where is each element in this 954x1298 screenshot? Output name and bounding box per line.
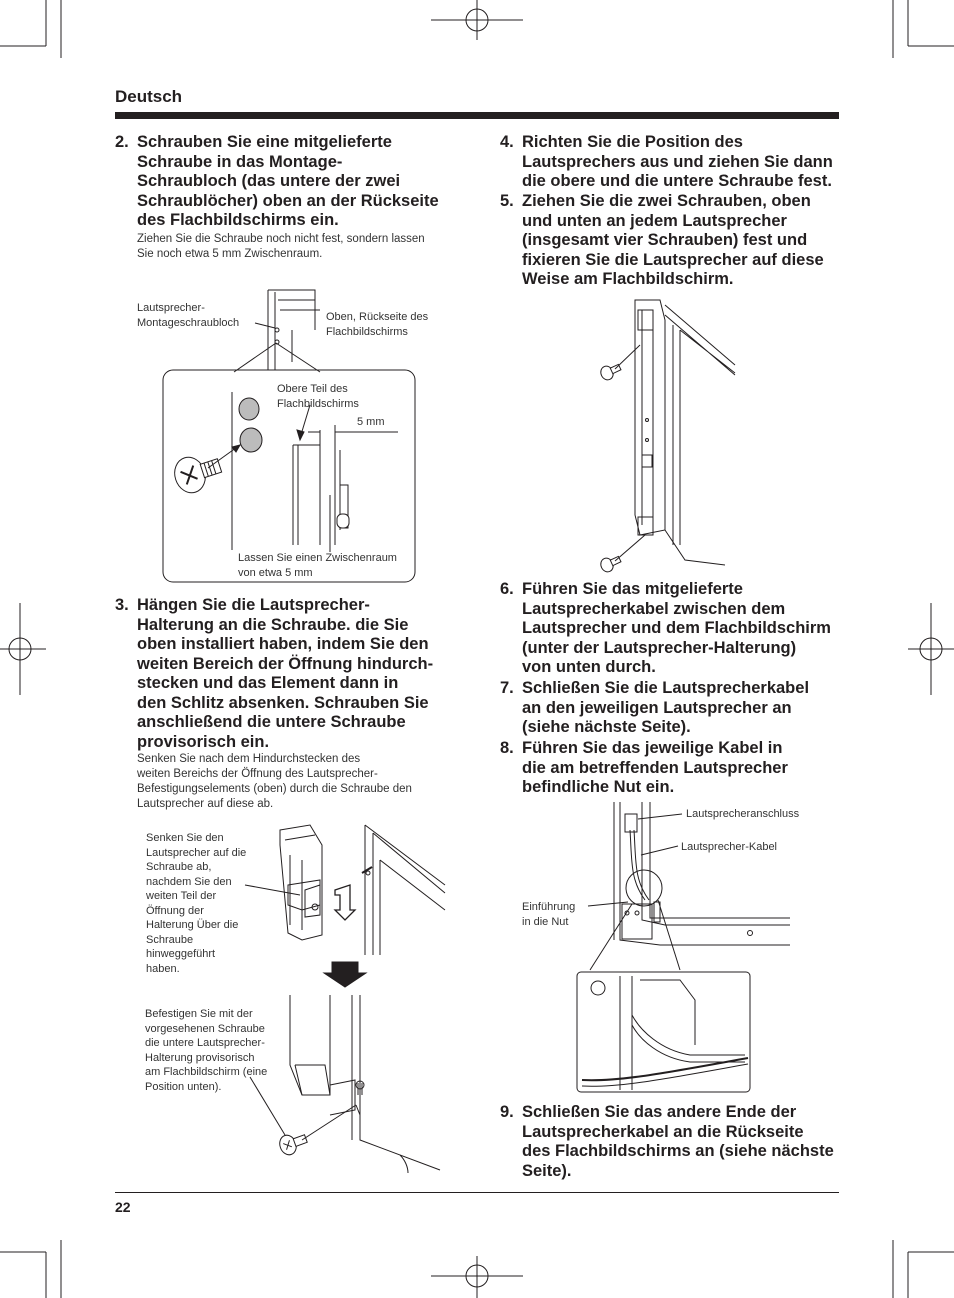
step-text: Richten Sie die Position des Lautsprechers aus und ziehen Sie dann die obere und die untere Schraube fest. — [522, 133, 833, 190]
step-2 — [115, 133, 465, 231]
step-text: Ziehen Sie die zwei Schrauben, oben und unten an jedem Lautsprecher (insgesamt vier Schrauben) fest und fixieren Sie die Lautsprecher auf diese Weise am Flachbildschirm. — [522, 192, 824, 288]
label-leave-gap: Lassen Sie einen Zwischenraum von etwa 5 mm — [238, 552, 397, 579]
step-number: 5. — [500, 192, 514, 210]
step-number: 8. — [500, 739, 514, 757]
figure-tighten-screws — [595, 295, 735, 575]
step-8 — [500, 739, 845, 798]
figure-speaker-hanging — [240, 815, 450, 1175]
step-text: Führen Sie das jeweilige Kabel in die am betreffenden Lautsprecher befindliche Nut ein. — [522, 739, 788, 796]
page-number: 22 — [115, 1199, 131, 1215]
step-number: 4. — [500, 133, 514, 151]
step-text: Schrauben Sie eine mitgelieferte Schraube in das Montage- Schraubloch (das untere der zwei Schraublöcher) oben an der Rückseite des Flachbildschirms ein. — [137, 133, 439, 229]
label-lower-speaker: Senken Sie den Lautsprecher auf die Schraube ab, nachdem Sie den weiten Teil der Öffnung der Halterung Über die Schraube hinweggeführt haben. — [146, 832, 247, 975]
step-number: 3. — [115, 596, 129, 614]
step-number: 2. — [115, 133, 129, 151]
step-7 — [500, 679, 845, 738]
footer-rule — [115, 1192, 839, 1193]
label-speaker-terminal: Lautsprecheranschluss — [686, 808, 800, 820]
step-3-note: Senken Sie nach dem Hindurchstecken des weiten Bereichs der Öffnung des Lautsprecher- Befestigungselements (oben) durch die Schraube den Lautsprecher auf diese ab. — [137, 753, 412, 810]
label-gap-5mm: 5 mm — [357, 416, 385, 428]
label-speaker-cable: Lautsprecher-Kabel — [681, 841, 778, 853]
step-text: Schließen Sie die Lautsprecherkabel an den jeweiligen Lautsprecher an (siehe nächste Seite). — [522, 679, 810, 736]
step-5 — [500, 192, 845, 290]
label-top-rear: Oben, Rückseite des Flachbildschirms — [326, 311, 429, 338]
step-9 — [500, 1103, 845, 1181]
step-4 — [500, 133, 845, 192]
label-mounting-hole: Lautsprecher- Montageschraubloch — [137, 302, 240, 329]
step-6 — [500, 580, 845, 678]
step-2-note: Ziehen Sie die Schraube noch nicht fest, sondern lassen Sie noch etwa 5 mm Zwischenraum. — [137, 233, 425, 260]
step-text: Führen Sie das mitgelieferte Lautsprecherkabel zwischen dem Lautsprecher und dem Flachbildschirm (unter der Lautsprecher-Halterung) von unten durch. — [522, 580, 831, 676]
label-fix-bracket: Befestigen Sie mit der vorgesehenen Schraube die untere Lautsprecher- Halterung provisorisch am Flachbildschirm (eine Position unten). — [145, 1008, 268, 1093]
section-title: Deutsch — [115, 87, 183, 106]
step-text: Hängen Sie die Lautsprecher- Halterung an die Schraube. die Sie oben installiert haben, indem Sie den weiten Bereich der Öffnung hindurch- stecken und das Element dann in den Schlitz absenken. Schrauben Sie anschließend die untere Schraube provisorisch ein. — [137, 596, 434, 751]
step-number: 7. — [500, 679, 514, 697]
step-number: 9. — [500, 1103, 514, 1121]
label-groove-insertion: Einführung in die Nut — [522, 901, 576, 928]
step-3 — [115, 596, 465, 752]
step-text: Schließen Sie das andere Ende der Lautsprecherkabel an die Rückseite des Flachbildschirms an (siehe nächste Seite). — [522, 1103, 834, 1180]
label-upper-part: Obere Teil des Flachbildschirms — [277, 383, 359, 410]
header-rule — [115, 112, 839, 119]
step-number: 6. — [500, 580, 514, 598]
